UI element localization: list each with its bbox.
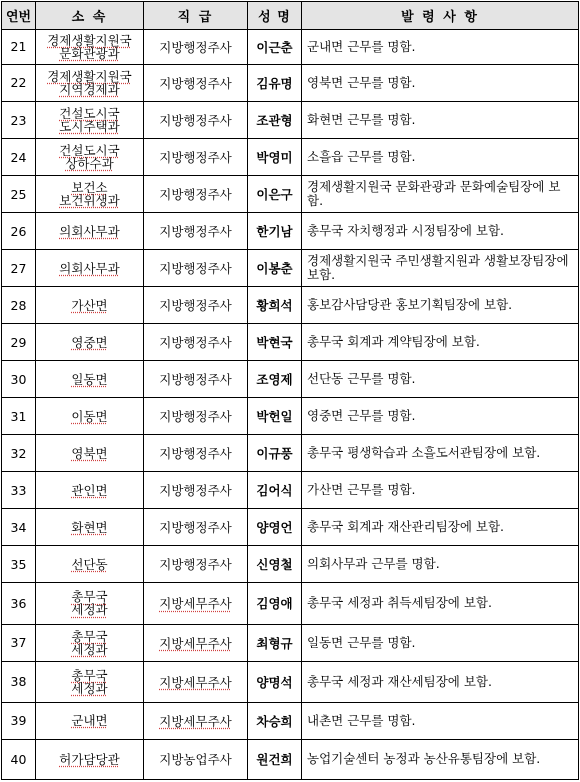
cell-grade bbox=[144, 30, 248, 65]
cell-grade bbox=[144, 583, 248, 624]
cell-no: 35 bbox=[2, 546, 36, 583]
cell-action: 홍보감사담당관 홍보기획팀장에 보함. bbox=[302, 287, 579, 324]
cell-grade bbox=[144, 739, 248, 779]
cell-name: 원건희 bbox=[248, 739, 302, 779]
cell-action: 내촌면 근무를 명함. bbox=[302, 702, 579, 739]
department-line: 의회사무과 bbox=[59, 260, 120, 276]
table-row bbox=[2, 287, 579, 324]
grade-text: 지방행정주사 bbox=[159, 75, 232, 91]
cell-name: 신영철 bbox=[248, 546, 302, 583]
cell-grade bbox=[144, 64, 248, 101]
department-line: 영중면 bbox=[71, 334, 108, 350]
cell-no: 21 bbox=[2, 30, 36, 65]
grade-text: 지방행정주사 bbox=[159, 335, 232, 351]
grade-text: 지방행정주사 bbox=[159, 150, 232, 166]
grade-text: 지방행정주사 bbox=[159, 557, 232, 573]
cell-grade bbox=[144, 624, 248, 661]
department-line: 지역경제과 bbox=[59, 81, 120, 97]
cell-name: 박현국 bbox=[248, 324, 302, 361]
department-line: 허가담당관 bbox=[59, 751, 120, 767]
department-line: 총무국 bbox=[71, 589, 108, 605]
grade-text: 지방행정주사 bbox=[159, 520, 232, 536]
department-line: 건설도시국 bbox=[59, 143, 120, 159]
cell-no: 39 bbox=[2, 702, 36, 739]
cell-name: 이봉춘 bbox=[248, 250, 302, 287]
cell-department bbox=[36, 583, 144, 624]
grade-text: 지방행정주사 bbox=[159, 372, 232, 388]
department-line: 보건위생과 bbox=[59, 193, 120, 209]
cell-department bbox=[36, 287, 144, 324]
cell-action: 군내면 근무를 명함. bbox=[302, 30, 579, 65]
department-line: 보건소 bbox=[71, 180, 108, 196]
department-line: 영북면 bbox=[71, 445, 108, 461]
table-row bbox=[2, 176, 579, 213]
department-line: 문화관광과 bbox=[59, 45, 120, 61]
cell-action: 총무국 평생학습과 소흘도서관팀장에 보함. bbox=[302, 435, 579, 472]
cell-grade bbox=[144, 435, 248, 472]
cell-grade bbox=[144, 176, 248, 213]
department-line: 세정과 bbox=[71, 680, 108, 696]
cell-name: 조영제 bbox=[248, 361, 302, 398]
department-line: 가산면 bbox=[71, 297, 108, 313]
cell-no: 26 bbox=[2, 213, 36, 250]
cell-grade bbox=[144, 324, 248, 361]
cell-no: 27 bbox=[2, 250, 36, 287]
cell-no: 32 bbox=[2, 435, 36, 472]
cell-action: 총무국 회계과 재산관리팀장에 보함. bbox=[302, 509, 579, 546]
header-name: 성 명 bbox=[248, 2, 302, 30]
cell-grade bbox=[144, 102, 248, 139]
cell-department bbox=[36, 250, 144, 287]
table-row bbox=[2, 102, 579, 139]
grade-text: 지방행정주사 bbox=[159, 446, 232, 462]
department-line: 세정과 bbox=[71, 641, 108, 657]
cell-no: 25 bbox=[2, 176, 36, 213]
cell-name: 최형규 bbox=[248, 624, 302, 661]
cell-department bbox=[36, 398, 144, 435]
cell-no: 29 bbox=[2, 324, 36, 361]
cell-no: 36 bbox=[2, 583, 36, 624]
cell-name: 조관형 bbox=[248, 102, 302, 139]
grade-text: 지방행정주사 bbox=[159, 113, 232, 129]
cell-name: 한기남 bbox=[248, 213, 302, 250]
cell-department bbox=[36, 102, 144, 139]
department-line: 관인면 bbox=[71, 482, 108, 498]
cell-no: 24 bbox=[2, 139, 36, 176]
grade-text: 지방행정주사 bbox=[159, 39, 232, 55]
department-line: 화현면 bbox=[71, 519, 108, 535]
cell-action: 총무국 세정과 취득세팀장에 보함. bbox=[302, 583, 579, 624]
table-row bbox=[2, 435, 579, 472]
cell-department bbox=[36, 64, 144, 101]
grade-text: 지방행정주사 bbox=[159, 187, 232, 203]
department-line: 이동면 bbox=[71, 408, 108, 424]
cell-department bbox=[36, 702, 144, 739]
cell-grade bbox=[144, 472, 248, 509]
table-row bbox=[2, 64, 579, 101]
table-row bbox=[2, 472, 579, 509]
cell-department bbox=[36, 176, 144, 213]
cell-department bbox=[36, 213, 144, 250]
cell-name: 양명석 bbox=[248, 661, 302, 702]
cell-action: 영북면 근무를 명함. bbox=[302, 64, 579, 101]
grade-text: 지방행정주사 bbox=[159, 483, 232, 499]
cell-grade bbox=[144, 546, 248, 583]
cell-grade bbox=[144, 398, 248, 435]
cell-no: 31 bbox=[2, 398, 36, 435]
cell-action: 총무국 회계과 계약팀장에 보함. bbox=[302, 324, 579, 361]
cell-no: 22 bbox=[2, 64, 36, 101]
table-row bbox=[2, 361, 579, 398]
cell-department bbox=[36, 661, 144, 702]
department-line: 선단동 bbox=[71, 556, 108, 572]
table-row bbox=[2, 509, 579, 546]
table-row bbox=[2, 702, 579, 739]
cell-grade bbox=[144, 287, 248, 324]
grade-text: 지방세무주사 bbox=[159, 713, 232, 729]
cell-grade bbox=[144, 661, 248, 702]
grade-text: 지방세무주사 bbox=[159, 596, 232, 612]
cell-action: 경제생활지원국 주민생활지원과 생활보장팀장에 보함. bbox=[302, 250, 579, 287]
cell-name: 이은구 bbox=[248, 176, 302, 213]
cell-department bbox=[36, 472, 144, 509]
cell-no: 37 bbox=[2, 624, 36, 661]
header-row bbox=[2, 2, 579, 30]
cell-name: 김유명 bbox=[248, 64, 302, 101]
department-line: 상하수과 bbox=[65, 156, 114, 172]
cell-action: 소흘읍 근무를 명함. bbox=[302, 139, 579, 176]
grade-text: 지방행정주사 bbox=[159, 224, 232, 240]
table-row bbox=[2, 213, 579, 250]
cell-grade bbox=[144, 250, 248, 287]
department-line: 총무국 bbox=[71, 628, 108, 644]
cell-no: 28 bbox=[2, 287, 36, 324]
cell-action: 가산면 근무를 명함. bbox=[302, 472, 579, 509]
cell-grade bbox=[144, 702, 248, 739]
cell-grade bbox=[144, 509, 248, 546]
department-line: 군내면 bbox=[71, 713, 108, 729]
cell-department bbox=[36, 139, 144, 176]
cell-name: 박헌일 bbox=[248, 398, 302, 435]
cell-grade bbox=[144, 361, 248, 398]
cell-department bbox=[36, 361, 144, 398]
cell-action: 선단동 근무를 명함. bbox=[302, 361, 579, 398]
cell-name: 박영미 bbox=[248, 139, 302, 176]
table-row bbox=[2, 583, 579, 624]
cell-no: 33 bbox=[2, 472, 36, 509]
table-row bbox=[2, 250, 579, 287]
table-row bbox=[2, 546, 579, 583]
department-line: 의회사무과 bbox=[59, 223, 120, 239]
grade-text: 지방행정주사 bbox=[159, 409, 232, 425]
cell-no: 40 bbox=[2, 739, 36, 779]
cell-grade bbox=[144, 213, 248, 250]
table-row bbox=[2, 398, 579, 435]
cell-department bbox=[36, 739, 144, 779]
table-row bbox=[2, 30, 579, 65]
grade-text: 지방농업주사 bbox=[159, 752, 232, 768]
department-line: 세정과 bbox=[71, 602, 108, 618]
cell-department bbox=[36, 30, 144, 65]
cell-name: 황희석 bbox=[248, 287, 302, 324]
cell-action: 화현면 근무를 명함. bbox=[302, 102, 579, 139]
department-line: 도시주택과 bbox=[59, 119, 120, 135]
header-action: 발 령 사 항 bbox=[302, 2, 579, 30]
cell-department bbox=[36, 509, 144, 546]
cell-name: 차승희 bbox=[248, 702, 302, 739]
table-row bbox=[2, 739, 579, 779]
cell-action: 경제생활지원국 문화관광과 문화예술팀장에 보함. bbox=[302, 176, 579, 213]
cell-name: 이근춘 bbox=[248, 30, 302, 65]
cell-no: 34 bbox=[2, 509, 36, 546]
department-line: 건설도시국 bbox=[59, 106, 120, 122]
cell-name: 양영언 bbox=[248, 509, 302, 546]
cell-no: 30 bbox=[2, 361, 36, 398]
cell-name: 김영애 bbox=[248, 583, 302, 624]
header-grade: 직 급 bbox=[144, 2, 248, 30]
cell-action: 총무국 자치행정과 시정팀장에 보함. bbox=[302, 213, 579, 250]
grade-text: 지방세무주사 bbox=[159, 674, 232, 690]
department-line: 경제생활지원국 bbox=[47, 32, 132, 48]
table-row bbox=[2, 139, 579, 176]
department-line: 일동면 bbox=[71, 371, 108, 387]
department-line: 총무국 bbox=[71, 667, 108, 683]
cell-name: 김어식 bbox=[248, 472, 302, 509]
cell-action: 일동면 근무를 명함. bbox=[302, 624, 579, 661]
grade-text: 지방행정주사 bbox=[159, 298, 232, 314]
cell-department bbox=[36, 546, 144, 583]
cell-department bbox=[36, 324, 144, 361]
table-row bbox=[2, 661, 579, 702]
table-row bbox=[2, 324, 579, 361]
table-row bbox=[2, 624, 579, 661]
cell-name: 이규풍 bbox=[248, 435, 302, 472]
department-line: 경제생활지원국 bbox=[47, 68, 132, 84]
personnel-table bbox=[1, 1, 579, 780]
cell-department bbox=[36, 624, 144, 661]
cell-action: 농업기술센터 농정과 농산유통팀장에 보함. bbox=[302, 739, 579, 779]
cell-no: 23 bbox=[2, 102, 36, 139]
cell-department bbox=[36, 435, 144, 472]
cell-action: 영중면 근무를 명함. bbox=[302, 398, 579, 435]
header-department: 소 속 bbox=[36, 2, 144, 30]
cell-no: 38 bbox=[2, 661, 36, 702]
grade-text: 지방행정주사 bbox=[159, 261, 232, 277]
cell-action: 총무국 세정과 재산세팀장에 보함. bbox=[302, 661, 579, 702]
grade-text: 지방세무주사 bbox=[159, 635, 232, 651]
cell-grade bbox=[144, 139, 248, 176]
table-body bbox=[2, 30, 579, 780]
cell-action: 의회사무과 근무를 명함. bbox=[302, 546, 579, 583]
header-no: 연번 bbox=[2, 2, 36, 30]
